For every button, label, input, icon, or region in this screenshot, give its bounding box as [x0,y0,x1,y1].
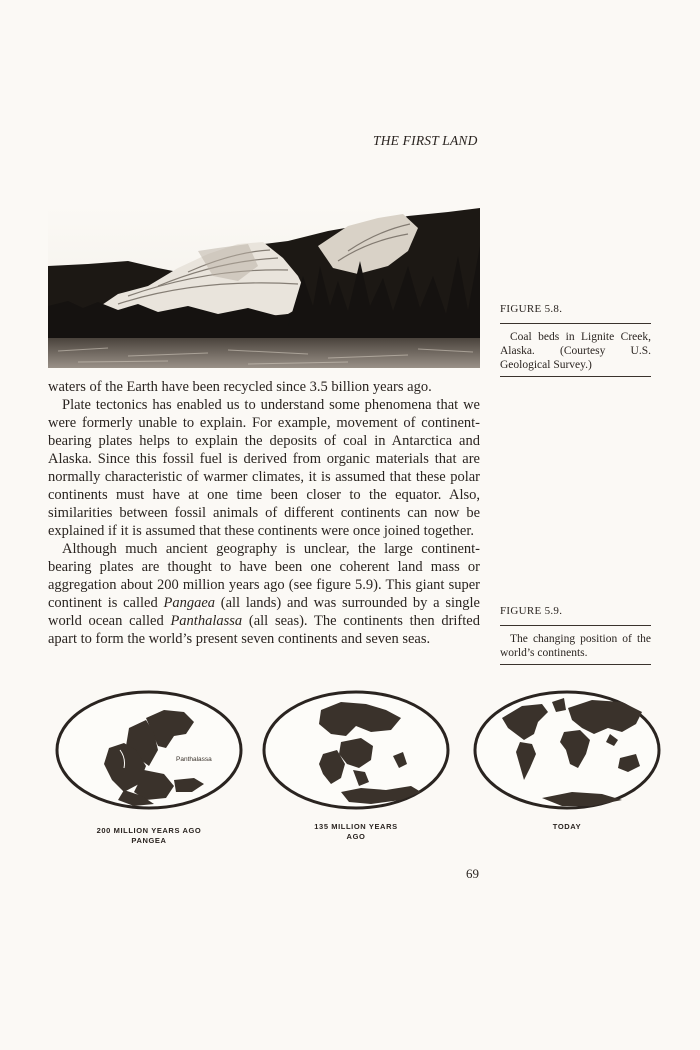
map-135-million-years [261,688,451,813]
map-200-million-years [54,688,244,813]
figure-5-8-text: Coal beds in Lignite Creek, Alaska. (Courtesy U.S. Geological Survey.) [500,324,651,377]
figure-5-9-caption [500,604,651,665]
map-3-caption: TODAY [552,822,582,831]
figure-5-9-text: The changing position of the world’s continents. [500,626,651,665]
coal-beds-photo [48,206,480,368]
paragraph-3: Although much ancient geography is unclear, the large continent-bearing plates are thought to have been one coherent land mass or aggregation about 200 million years ago (see figure 5.9). This giant super continent is called Pangaea (all lands) and was surrounded by a single world ocean called Panthalassa (all seas). The continents then drifted apart to form the world’s present seven continents and seven seas. [48,541,480,647]
continent-maps [48,688,668,848]
panthalassa-label: Panthalassa [176,756,212,763]
paragraph-1: waters of the Earth have been recycled since 3.5 billion years ago. [48,379,432,395]
map-today [472,688,662,813]
page-number: 69 [466,866,479,881]
paragraph-2: Plate tectonics has enabled us to understand some phenomena that we were formerly unable to explain. For example, movement of continent-bearing plates helps to explain the deposits of coal in Antarctica and Alaska. Since this fossil fuel is derived from organic materials that are normally characteristic of warmer climates, it is assumed that these polar continents must have at one time been closer to the equator. Also, similarities between fossil animals of different continents can now be explained if it is assumed that these continents were once joined together. [48,397,480,539]
figure-5-9-label: FIGURE 5.9. [500,604,651,626]
map-2-caption: 135 MILLION YEARS AGO [314,822,398,841]
term-panthalassa: Panthalassa [170,613,243,629]
figure-5-8-caption [500,302,651,377]
term-pangaea: Pangaea [163,595,216,611]
map-1-caption: 200 MILLION YEARS AGO PANGEA [96,826,202,845]
figure-5-8-label: FIGURE 5.8. [500,302,651,324]
body-text [48,378,480,648]
running-head: THE FIRST LAND [373,133,478,148]
